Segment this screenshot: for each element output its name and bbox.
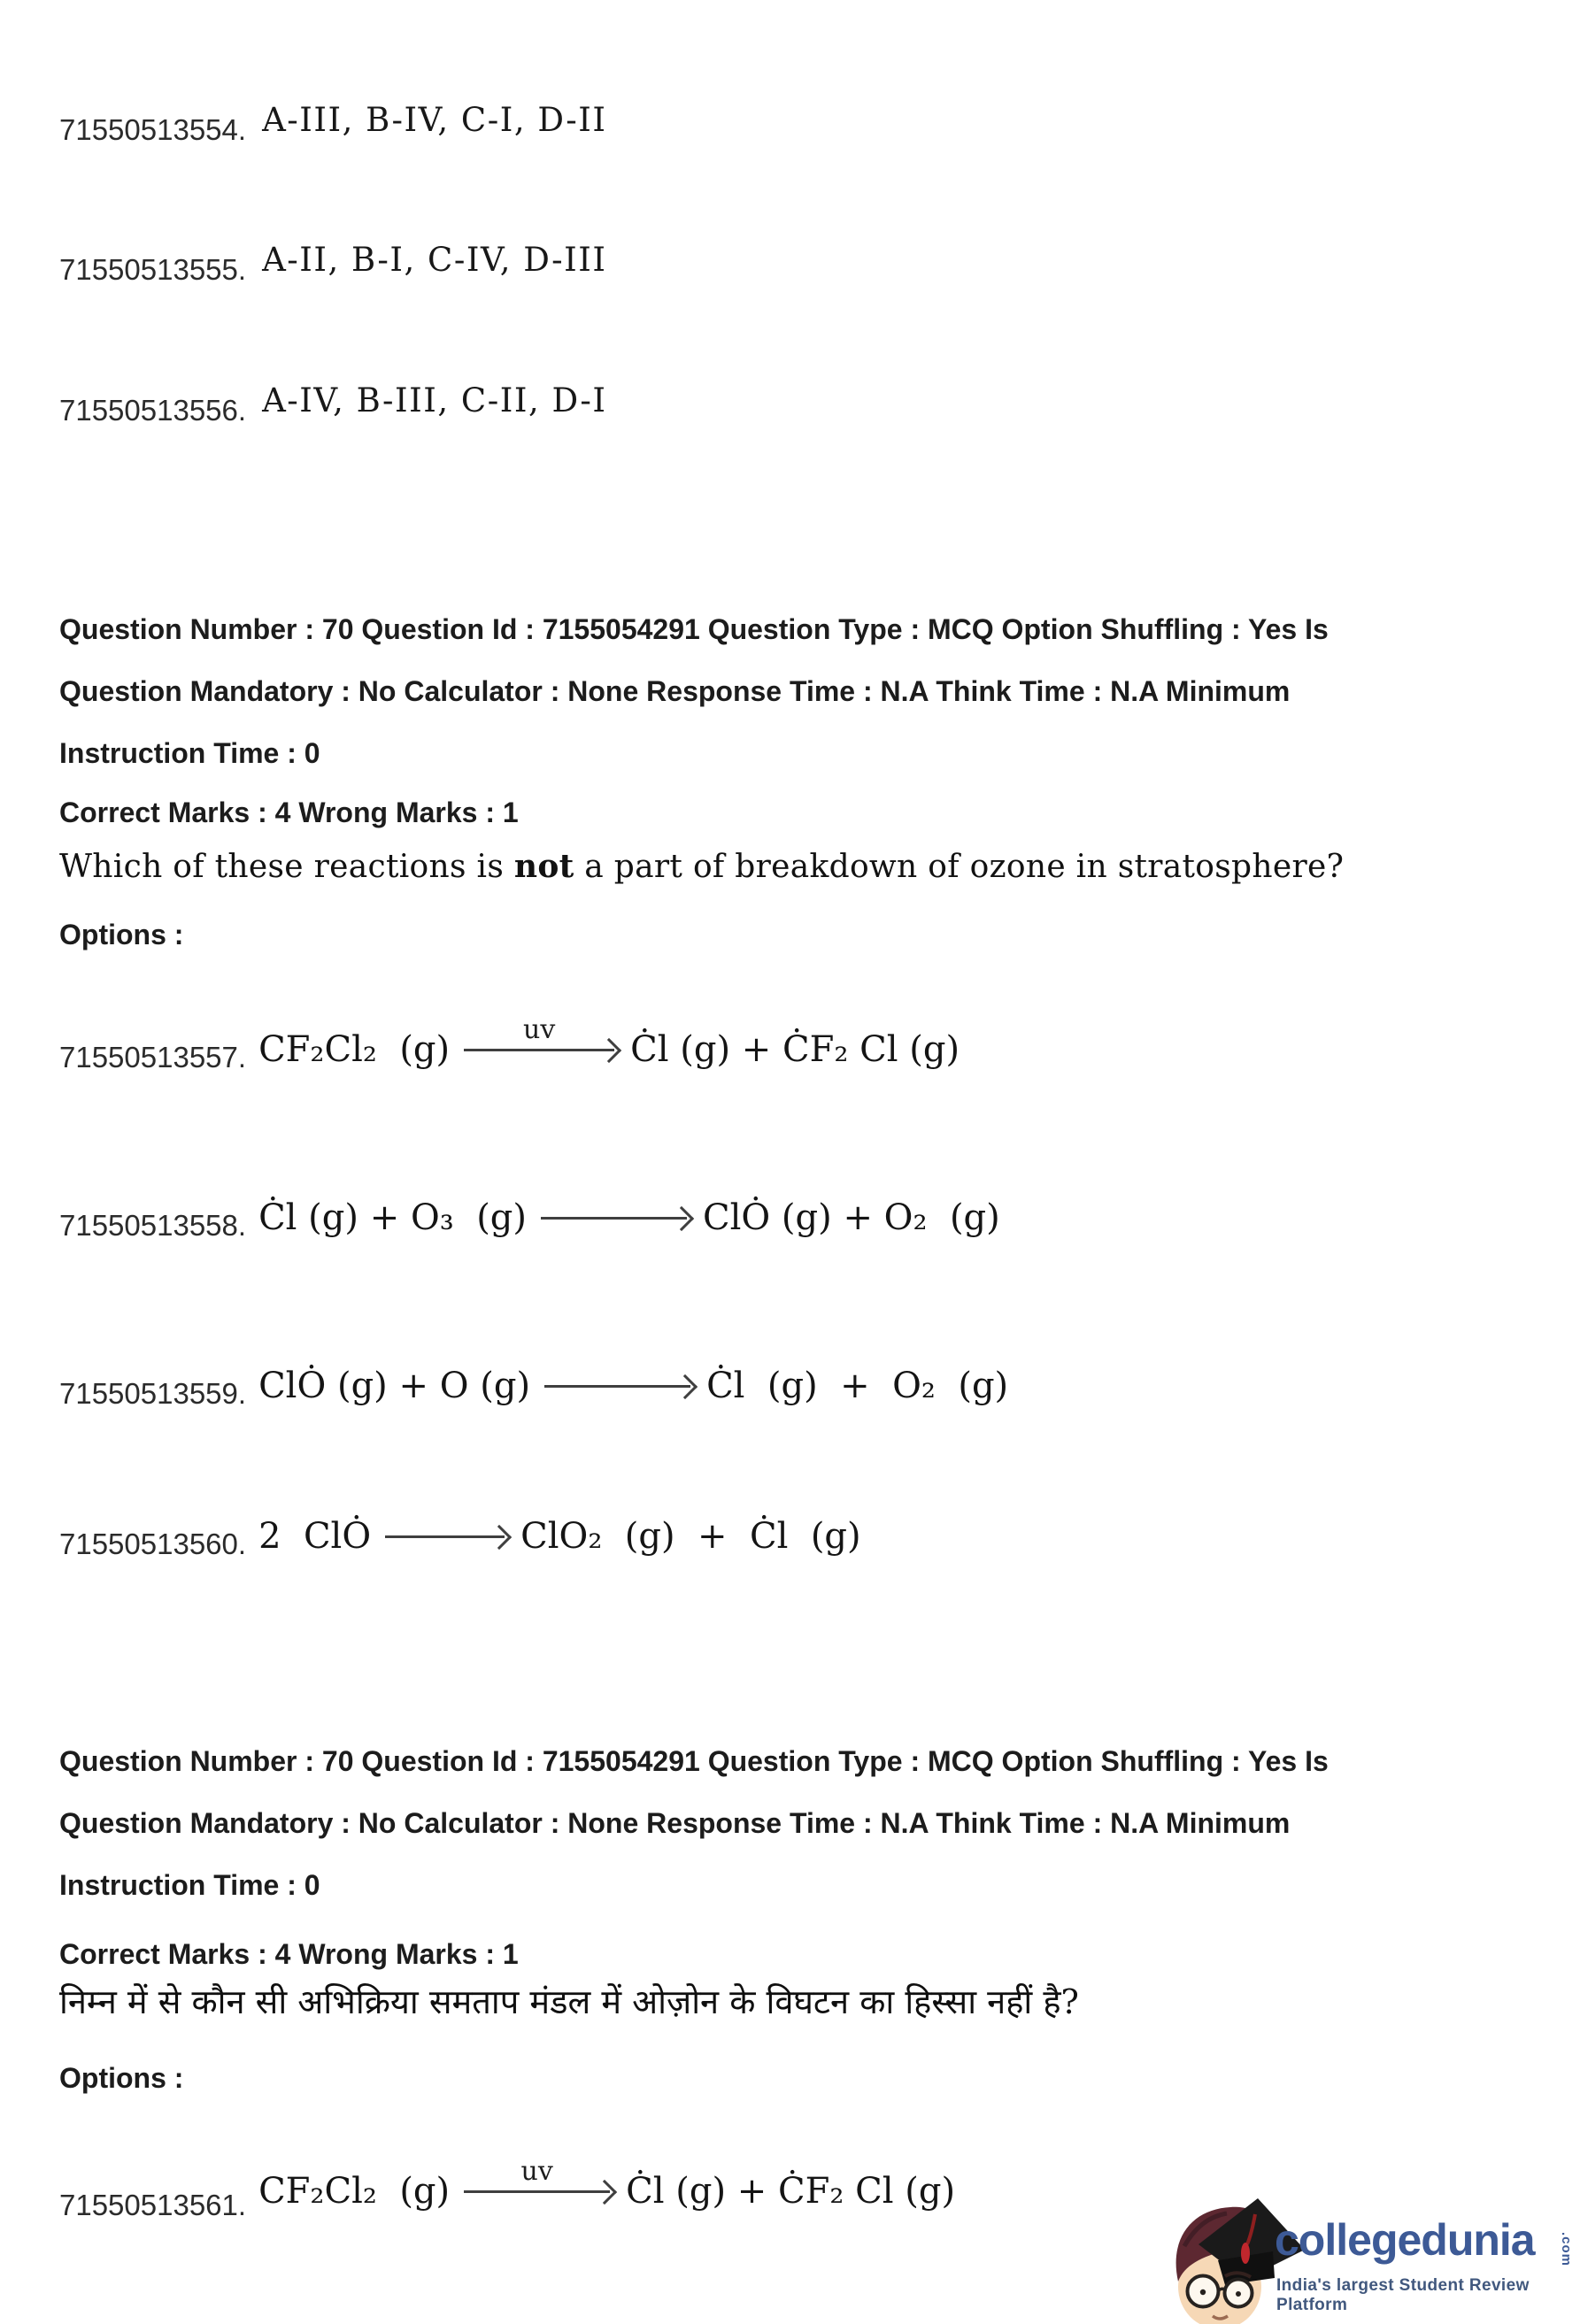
option-id: 71550513556. <box>59 394 247 427</box>
equation-lhs: CF₂Cl₂ (g) <box>258 2171 451 2212</box>
question-text-prefix: Which of these reactions is <box>59 849 514 885</box>
reaction-arrow-icon <box>464 2156 610 2193</box>
equation-lhs: ClȮ (g) + O (g) <box>258 1366 531 1406</box>
equation-option-row <box>59 1014 960 1074</box>
header-line: Question Mandatory : No Calculator : None Response Time : N.A Think Time : N.A Minimum <box>59 675 1291 707</box>
brand-tagline: India's largest Student Review Platform <box>1276 2276 1530 2314</box>
equation-lhs: 2 ClȮ <box>258 1516 372 1557</box>
equation-rhs: Ċl (g) + ĊF₂ Cl (g) <box>626 2171 956 2212</box>
equation-lhs: Ċl (g) + O₃ (g) <box>258 1197 528 1238</box>
option-id: 71550513560. <box>59 1528 247 1560</box>
question-text-bold: not <box>513 848 574 885</box>
question-text-hindi: निम्न में से कौन सी अभिक्रिया समताप मंडल में ओज़ोन के विघटन का हिस्सा नहीं है? <box>59 1982 1079 2021</box>
chemical-equation <box>258 1014 960 1070</box>
options-label: Options : <box>59 919 184 950</box>
chemical-equation <box>258 1197 1000 1238</box>
collegedunia-logo <box>1167 2191 1580 2324</box>
option-id: 71550513554. <box>59 113 247 146</box>
equation-rhs: Ċl (g) + ĊF₂ Cl (g) <box>630 1029 960 1070</box>
option-text: A-III, B-IV, C-I, D-II <box>262 101 607 139</box>
chemical-equation <box>258 2156 956 2212</box>
equation-option-row <box>59 1366 1009 1410</box>
header-line: Question Mandatory : No Calculator : None Response Time : N.A Think Time : N.A Minimum <box>59 1807 1291 1839</box>
reaction-arrow-icon <box>385 1535 505 1538</box>
clipped-option-row <box>0 2115 1151 2221</box>
equation-rhs: Ċl (g) + O₂ (g) <box>706 1366 1009 1406</box>
equation-lhs: CF₂Cl₂ (g) <box>258 1029 451 1070</box>
marks-line: Correct Marks : 4 Wrong Marks : 1 <box>59 1938 519 1970</box>
question-header <box>59 1730 1545 1916</box>
arrow-label: uv <box>523 1014 556 1045</box>
header-line: Question Number : 70 Question Id : 7155054291 Question Type : MCQ Option Shuffling : Yes Is <box>59 613 1329 645</box>
option-text: A-II, B-I, C-IV, D-III <box>262 241 607 279</box>
option-id: 71550513561. <box>59 2189 247 2221</box>
header-line: Question Number : 70 Question Id : 7155054291 Question Type : MCQ Option Shuffling : Yes Is <box>59 1745 1329 1777</box>
equation-rhs: ClO₂ (g) + Ċl (g) <box>520 1516 861 1557</box>
option-id: 71550513558. <box>59 1209 247 1242</box>
reaction-arrow-icon <box>464 1014 614 1051</box>
brand-name: collegedunia <box>1275 2215 1535 2265</box>
option-id: 71550513555. <box>59 253 247 286</box>
option-text: A-IV, B-III, C-II, D-I <box>262 381 607 419</box>
marks-line: Correct Marks : 4 Wrong Marks : 1 <box>59 796 519 828</box>
option-id: 71550513559. <box>59 1377 247 1410</box>
chemical-equation <box>258 1516 861 1557</box>
question-text <box>59 848 1344 885</box>
equation-rhs: ClȮ (g) + O₂ (g) <box>703 1197 1000 1238</box>
options-label: Options : <box>59 2062 184 2094</box>
header-line: Instruction Time : 0 <box>59 1869 320 1901</box>
brand-domain-suffix: .com <box>1559 2232 1574 2267</box>
reaction-arrow-icon <box>544 1385 690 1388</box>
equation-option-row <box>59 2156 956 2221</box>
option-row <box>59 241 607 288</box>
question-header <box>59 598 1545 784</box>
chemical-equation <box>258 1366 1008 1406</box>
question-text-suffix: a part of breakdown of ozone in stratosphere? <box>574 849 1345 885</box>
option-row <box>59 381 607 428</box>
option-id: 71550513557. <box>59 1041 247 1074</box>
arrow-label: uv <box>520 2156 553 2187</box>
reaction-arrow-icon <box>541 1217 687 1220</box>
equation-option-row <box>59 1516 861 1560</box>
option-row <box>59 101 607 148</box>
equation-option-row <box>59 1197 1000 1242</box>
header-line: Instruction Time : 0 <box>59 737 320 769</box>
